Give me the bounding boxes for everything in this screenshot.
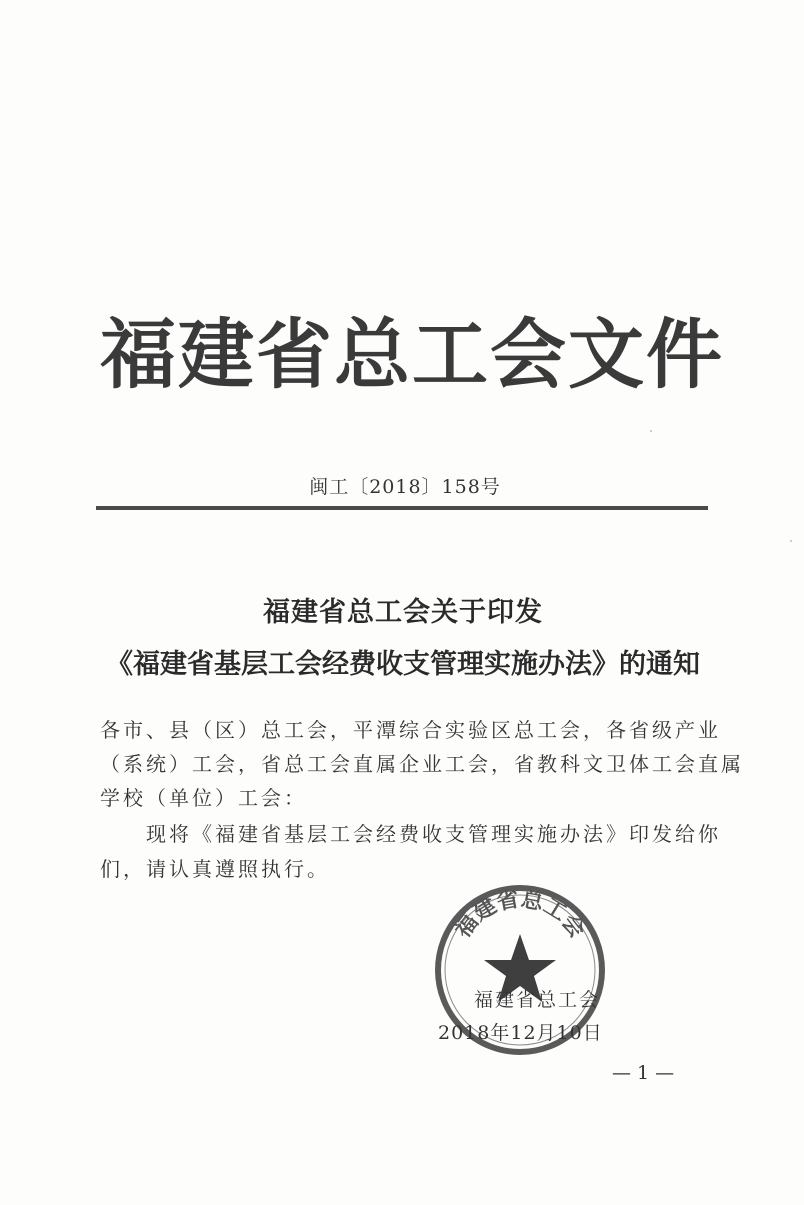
issuer-signature: 福建省总工会 <box>474 989 601 1011</box>
masthead-separator-rule <box>96 506 708 510</box>
notice-title-line-2: 《福建省基层工会经费收支管理实施办法》的通知 <box>106 649 700 680</box>
recipients-line-2: （系统）工会，省总工会直属企业工会，省教科文卫体工会直属 <box>100 752 744 776</box>
scan-speck <box>650 430 652 432</box>
issue-date: 2018年12月10日 <box>438 1022 603 1044</box>
seal-text: 福建省总工会 <box>449 885 591 943</box>
page-number: — 1 — <box>612 1062 675 1084</box>
masthead-title: 福建省总工会文件 <box>100 310 724 399</box>
body-line-2: 们，请认真遵照执行。 <box>100 857 330 881</box>
document-number: 闽工〔2018〕158号 <box>309 476 501 498</box>
notice-title-line-1: 福建省总工会关于印发 <box>263 597 543 628</box>
recipients-line-3: 学校（单位）工会： <box>100 786 307 810</box>
recipients-line-1: 各市、县（区）总工会，平潭综合实验区总工会，各省级产业 <box>100 718 721 742</box>
body-line-1: 现将《福建省基层工会经费收支管理实施办法》印发给你 <box>100 822 721 846</box>
scan-speck <box>790 540 792 542</box>
